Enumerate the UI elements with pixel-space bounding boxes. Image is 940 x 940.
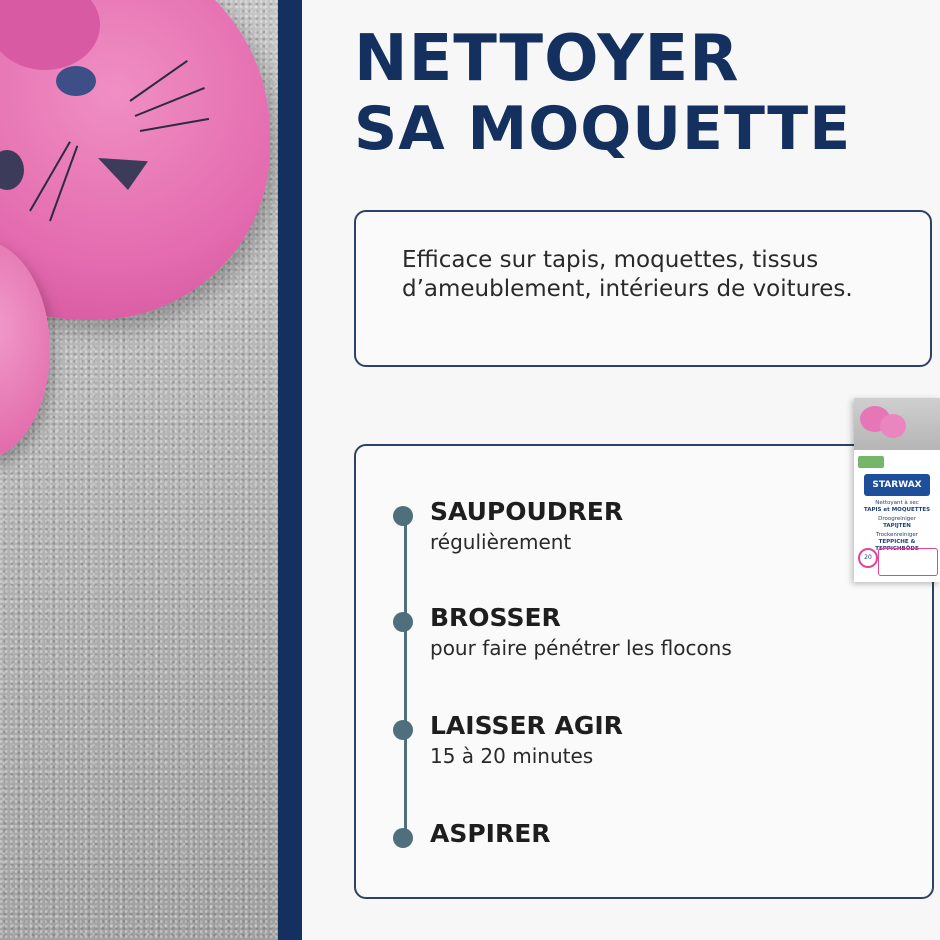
step-brosser [430,602,732,662]
step-name: LAISSER AGIR [430,711,623,740]
product-text-6: TEPPICHE & TEPPICHBÖDE [875,539,919,552]
step-aspirer [430,818,551,850]
whisker [129,60,187,102]
step-name: SAUPOUDRER [430,497,624,526]
timeline-dot [393,828,413,848]
slipper-ear [0,0,100,70]
timeline-dot [393,720,413,740]
product-image [854,398,940,450]
product-text-2: TAPIS et MOQUETTES [863,507,931,513]
slipper-eye [56,66,96,96]
step-detail: régulièrement [430,530,572,554]
eco-label-icon [858,456,884,468]
whisker [49,145,78,221]
product-box [854,398,940,582]
slipper-eye-closed [0,150,24,190]
product-text-1: Nettoyant à sec [875,500,919,506]
page-title [354,24,851,164]
product-badge: 20 [858,548,878,568]
step-laisser-agir [430,710,623,770]
title-line-1: NETTOYER [354,22,740,96]
product-info-box [878,548,938,576]
step-saupoudrer [430,496,623,556]
timeline-dot [393,612,413,632]
carpet-photo [0,0,278,940]
description-card [354,210,932,367]
timeline-dot [393,506,413,526]
product-text-3: Droogreiniger [878,516,916,522]
step-detail: 15 à 20 minutes [430,744,594,768]
product-brand-logo: STARWAX [864,474,930,496]
step-name: ASPIRER [430,819,551,848]
product-text-5: Trockenreiniger [875,532,919,538]
description-text: Efficace sur tapis, moquettes, tissus d’ameublement, intérieurs de voitures. [402,247,853,302]
whisker [140,118,209,132]
timeline-line [404,514,407,834]
product-text-4: TAPIJTEN [883,523,911,529]
pink-cat-slipper [0,0,270,320]
steps-card [354,444,934,899]
slipper-nose [98,158,148,190]
title-line-2: SA MOQUETTE [354,94,852,164]
navy-divider-bar [278,0,302,940]
step-detail: pour faire pénétrer les flocons [430,636,732,660]
step-name: BROSSER [430,603,561,632]
